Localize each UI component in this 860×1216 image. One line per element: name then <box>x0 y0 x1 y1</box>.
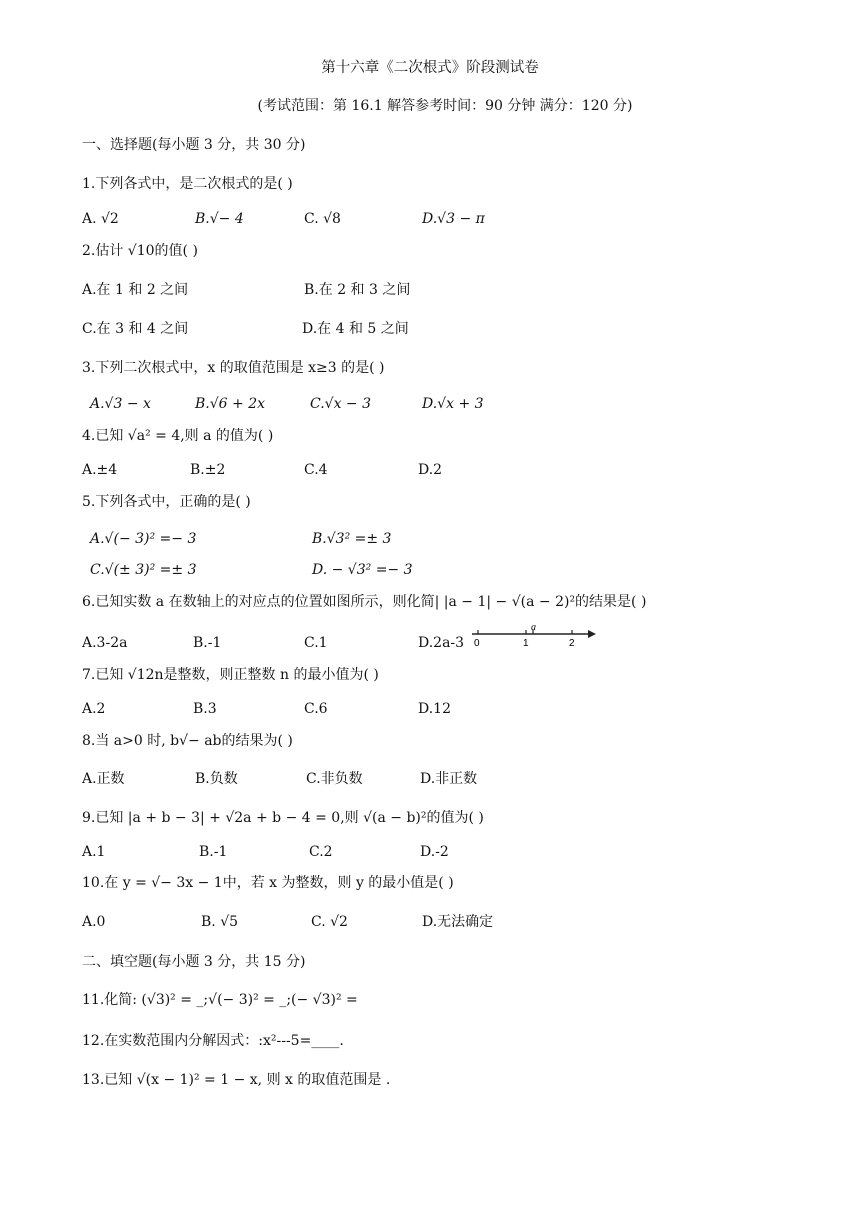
number-line-figure <box>470 625 600 649</box>
number-line-label-0: 0 <box>474 638 480 649</box>
section-fill-heading: 二、填空题(每小题 3 分，共 15 分) <box>82 954 306 970</box>
question-5-option-b[interactable]: B.√3² =± 3 <box>312 531 392 547</box>
question-10-option-d[interactable]: D.无法确定 <box>422 914 494 930</box>
question-8-option-b[interactable]: B.负数 <box>195 771 238 787</box>
question-11-stem: 11.化简: (√3)² = _;√(− 3)² = _;(− √3)² = <box>82 992 358 1008</box>
question-2-option-b[interactable]: B.在 2 和 3 之间 <box>304 282 411 298</box>
question-6-option-b[interactable]: B.-1 <box>193 635 222 651</box>
question-10-option-b[interactable]: B. √5 <box>201 914 239 930</box>
question-1-option-b[interactable]: B.√− 4 <box>195 211 244 227</box>
question-7-option-a[interactable]: A.2 <box>82 701 106 717</box>
question-7-option-b[interactable]: B.3 <box>193 701 217 717</box>
number-line-label-a: a <box>531 625 536 633</box>
question-3-option-d[interactable]: D.√x + 3 <box>422 396 484 412</box>
question-6-option-a[interactable]: A.3-2a <box>82 635 128 651</box>
question-1-option-c[interactable]: C. √8 <box>304 211 341 227</box>
question-3-stem: 3.下列二次根式中，x 的取值范围是 x≥3 的是( ) <box>82 360 385 376</box>
question-10-option-c[interactable]: C. √2 <box>311 914 348 930</box>
question-5-option-c[interactable]: C.√(± 3)² =± 3 <box>90 562 197 578</box>
number-line-label-2: 2 <box>569 638 575 649</box>
question-8-stem: 8.当 a>0 时, b√− ab的结果为( ) <box>82 733 293 749</box>
page-subtitle: (考试范围：第 16.1 解答参考时间：90 分钟 满分：120 分) <box>257 98 633 114</box>
question-8-option-d[interactable]: D.非正数 <box>420 771 478 787</box>
question-4-stem: 4.已知 √a² = 4,则 a 的值为( ) <box>82 428 274 444</box>
question-9-option-a[interactable]: A.1 <box>82 844 106 860</box>
question-2-option-c[interactable]: C.在 3 和 4 之间 <box>82 321 189 337</box>
question-8-option-c[interactable]: C.非负数 <box>306 771 363 787</box>
section-choice-heading: 一、选择题(每小题 3 分，共 30 分) <box>82 137 306 153</box>
question-5-option-a[interactable]: A.√(− 3)² =− 3 <box>90 531 197 547</box>
question-2-option-d[interactable]: D.在 4 和 5 之间 <box>302 321 409 337</box>
question-3-option-a[interactable]: A.√3 − x <box>90 396 151 412</box>
question-4-option-b[interactable]: B.±2 <box>190 462 226 478</box>
question-1-stem: 1.下列各式中，是二次根式的是( ) <box>82 176 293 192</box>
question-5-option-d[interactable]: D. − √3² =− 3 <box>312 562 413 578</box>
question-1-option-a[interactable]: A. √2 <box>82 211 119 227</box>
question-1-option-d[interactable]: D.√3 − π <box>422 211 485 227</box>
question-9-option-b[interactable]: B.-1 <box>199 844 228 860</box>
question-7-option-c[interactable]: C.6 <box>304 701 328 717</box>
question-10-option-a[interactable]: A.0 <box>82 914 106 930</box>
number-line-arrow <box>588 630 596 638</box>
question-3-option-b[interactable]: B.√6 + 2x <box>195 396 265 412</box>
question-2-option-a[interactable]: A.在 1 和 2 之间 <box>82 282 189 298</box>
question-4-option-a[interactable]: A.±4 <box>82 462 118 478</box>
question-6-option-d[interactable]: D.2a-3 <box>418 635 465 651</box>
question-7-option-d[interactable]: D.12 <box>418 701 451 717</box>
question-12-stem: 12.在实数范围内分解因式：:x²---5=____. <box>82 1033 344 1049</box>
question-9-option-d[interactable]: D.-2 <box>420 844 449 860</box>
question-10-stem: 10.在 y = √− 3x − 1中，若 x 为整数，则 y 的最小值是( ) <box>82 875 454 891</box>
question-6-option-c[interactable]: C.1 <box>304 635 328 651</box>
question-9-stem: 9.已知 |a + b − 3| + √2a + b − 4 = 0,则 √(a − b)²的值为( ) <box>82 810 484 826</box>
question-4-option-c[interactable]: C.4 <box>304 462 328 478</box>
question-3-option-c[interactable]: C.√x − 3 <box>310 396 372 412</box>
question-13-stem: 13.已知 √(x − 1)² = 1 − x, 则 x 的取值范围是 . <box>82 1072 391 1088</box>
question-4-option-d[interactable]: D.2 <box>418 462 443 478</box>
page-title: 第十六章《二次根式》阶段测试卷 <box>321 60 539 76</box>
question-5-stem: 5.下列各式中，正确的是( ) <box>82 494 251 510</box>
number-line-label-1: 1 <box>523 638 529 649</box>
question-9-option-c[interactable]: C.2 <box>309 844 333 860</box>
question-7-stem: 7.已知 √12n是整数，则正整数 n 的最小值为( ) <box>82 667 379 683</box>
question-8-option-a[interactable]: A.正数 <box>82 771 125 787</box>
question-2-stem: 2.估计 √10的值( ) <box>82 243 198 259</box>
question-6-stem: 6.已知实数 a 在数轴上的对应点的位置如图所示，则化简| |a − 1| − √(a − 2)²的结果是( ) <box>82 594 647 610</box>
